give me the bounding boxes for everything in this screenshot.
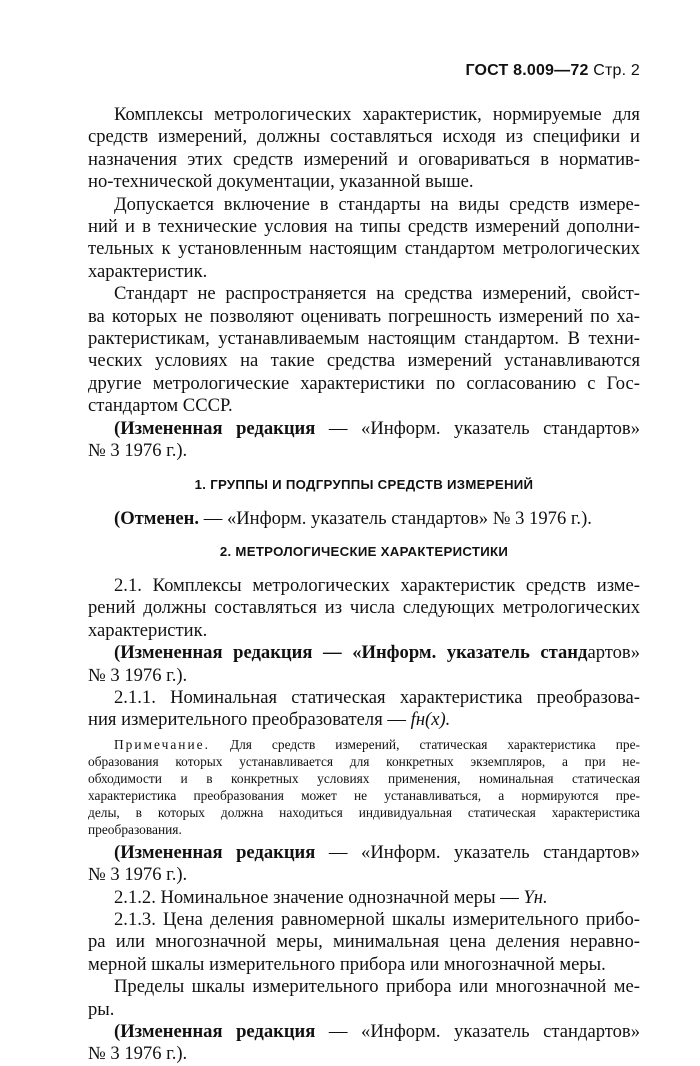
page-number: Стр. 2 [593, 62, 640, 79]
text-line [88, 736, 640, 753]
formula-fn-x: fн(x). [410, 709, 451, 731]
text-line: № 3 1976 г.). [88, 864, 188, 886]
text-line: тельных к установленным настоящим стандартом метрологических [88, 238, 640, 260]
text-line: но-технической документации, указанной выше. [88, 171, 474, 193]
symbol-yn: Yн. [523, 886, 548, 908]
amendment-bold: (Измененная редакция [114, 417, 316, 439]
section-heading-2: 2. МЕТРОЛОГИЧЕСКИЕ ХАРАКТЕРИСТИКИ [219, 543, 509, 559]
amendment-note [88, 1021, 640, 1066]
text-line: № 3 1976 г.). [88, 440, 188, 462]
text-line: ний и в технические условия на типы средств измерений дополни- [88, 216, 640, 238]
text-line [88, 1021, 640, 1043]
document-body [88, 104, 640, 1066]
text-line: ры. [88, 998, 115, 1020]
text-line: Пределы шкалы измерительного прибора или многозначной ме- [114, 976, 640, 998]
cancel-source: — «Информ. указатель стандартов» № 3 1976 г.). [203, 507, 592, 529]
text-line: образования которых устанавливается для конкретных экземпляров, а при не- [88, 753, 640, 769]
text-line: рений должны составляться из числа следующих метрологических [88, 597, 640, 619]
text-line: другие метрологические характеристики по согласованию с Гос- [88, 372, 640, 394]
text-line: 2.1. Комплексы метрологических характеристик средств изме- [114, 574, 640, 596]
text-line: Допускается включение в стандарты на виды средств измере- [114, 193, 640, 215]
text-line [88, 418, 640, 440]
text-line [88, 642, 640, 664]
amendment-bold: (Измененная редакция — «Информ. указатель станд [114, 642, 588, 664]
text-line: 2.1.1. Номинальная статическая характеристика преобразова- [114, 686, 640, 708]
text-line: № 3 1976 г.). [88, 664, 188, 686]
text-line: назначения этих средств измерений и оговариваться в норматив- [88, 148, 640, 170]
text-line [88, 887, 640, 909]
paragraph-limits [88, 976, 640, 1021]
text-line: Стандарт не распространяется на средства измерений, свойст- [114, 283, 640, 305]
amendment-note [88, 418, 640, 463]
text-fragment: 2.1.2. Номинальное значение однозначной меры — [114, 886, 519, 908]
paragraph-allowed [88, 194, 640, 284]
text-line: характеристика преобразования может не устанавливаться, а нормируются пре- [88, 787, 640, 803]
amendment-note [88, 642, 640, 687]
text-line: ва которых не позволяют оценивать погрешность измерений по ха- [88, 305, 640, 327]
paragraph-complexes [88, 104, 640, 194]
clause-2-1 [88, 575, 640, 642]
amendment-note [88, 842, 640, 887]
amendment-source: — «Информ. указатель стандартов» [328, 417, 640, 439]
amendment-source: — «Информ. указатель стандартов» [328, 841, 640, 863]
amendment-source: — «Информ. указатель стандартов» [328, 1021, 640, 1042]
text-line: преобразования. [88, 821, 182, 837]
text-line: стандартом СССР. [88, 395, 233, 417]
text-line: рактеристикам, устанавливаемым настоящим стандартом. В техни- [88, 328, 640, 350]
text-line: ческих условиях на такие средства измерений устанавливаются [88, 350, 640, 372]
clause-2-1-3 [88, 909, 640, 976]
text-line: характеристик. [88, 260, 208, 282]
text-fragment: ния измерительного преобразователя — [88, 709, 406, 731]
text-line [88, 709, 640, 731]
page-header [465, 62, 640, 80]
cancel-note [88, 508, 640, 530]
text-fragment: Для средств измерений, статическая характеристика пре- [229, 736, 640, 752]
cancel-bold: (Отменен. [114, 507, 200, 529]
text-line [88, 508, 640, 530]
text-line: средств измерений, должны составляться исходя из специфики и [88, 126, 640, 148]
text-line: обходимости и в конкретных условиях применения, номинальная статическая [88, 770, 640, 786]
text-line [88, 842, 640, 864]
note-label: Примечание. [114, 736, 210, 752]
amendment-bold: (Измененная редакция [114, 1021, 316, 1042]
text-line: Комплексы метрологических характеристик, нормируемые для [114, 104, 640, 125]
text-line: делы, в которых должна находиться индивидуальная статическая характеристика [88, 804, 640, 820]
amendment-source: артов» [587, 642, 640, 664]
text-line: ра или многозначной меры, минимальная цена деления неравно- [88, 931, 640, 953]
clause-2-1-2 [88, 887, 640, 909]
text-line: характеристик. [88, 619, 208, 641]
note-block [88, 736, 640, 838]
text-line: мерной шкалы измерительного прибора или многозначной меры. [88, 953, 606, 975]
amendment-bold: (Измененная редакция [114, 841, 316, 863]
text-line: 2.1.3. Цена деления равномерной шкалы измерительного прибо- [114, 908, 640, 930]
paragraph-scope [88, 283, 640, 417]
standard-number: ГОСТ 8.009—72 [465, 62, 589, 79]
clause-2-1-1 [88, 687, 640, 732]
text-line: № 3 1976 г.). [88, 1043, 188, 1065]
section-heading-1: 1. ГРУППЫ И ПОДГРУППЫ СРЕДСТВ ИЗМЕРЕНИЙ [194, 476, 534, 492]
